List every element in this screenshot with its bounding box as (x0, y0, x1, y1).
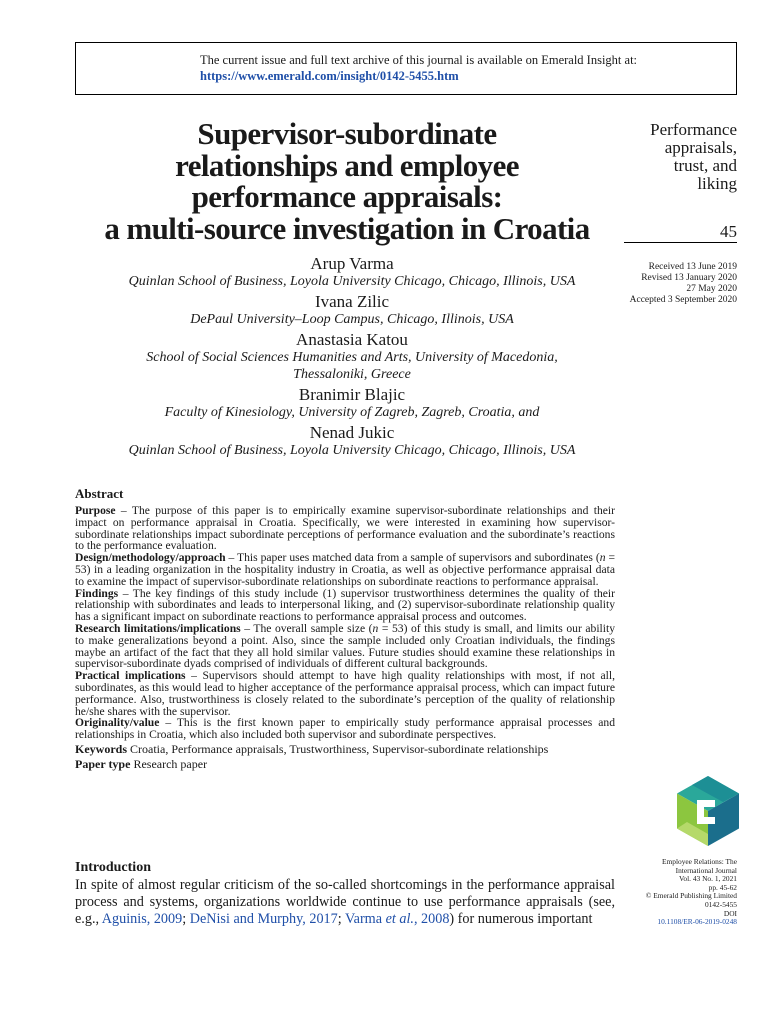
title-line: a multi-source investigation in Croatia (104, 210, 590, 246)
limitations-text-2: = 53) of this study is small, and limits our ability to make generalizations beyond a point. Also, since the sample included only Croatian individuals, the findings maybe an artifact of the fact that they all hold similar values. Future studies should examine these relationships in supervisor-subordinate dyads comprised of individuals of different cultural backgrounds. (75, 621, 616, 671)
introduction-section (75, 860, 615, 928)
emerald-logo-icon (677, 776, 739, 846)
affiliation-line: DePaul University–Loop Campus, Chicago, Illinois, USA (190, 312, 514, 327)
design-label: Design/methodology/approach (75, 551, 226, 565)
limitations-text: – The overall sample size ( (240, 621, 373, 635)
running-head-line: trust, and (673, 156, 737, 175)
article-title (70, 118, 624, 244)
findings-text: – The key findings of this study include (1) supervisor trustworthiness determines the quality of their relationship with subordinates and leads to interpersonal liking, and (2) supervisor-subordinate relationship quality has a significant impact on subordinate reactions to performance appraisal process and outcomes. (75, 586, 615, 624)
access-notice-box (75, 42, 737, 95)
author-affiliation (75, 404, 629, 421)
page-number: 45 (720, 222, 737, 241)
practical-label: Practical implications (75, 669, 186, 683)
citation-link-varma[interactable] (345, 911, 449, 927)
running-head-line: liking (697, 174, 737, 193)
title-line: Supervisor-subordinate (197, 116, 497, 151)
citation-varma-name: Varma (344, 911, 386, 927)
paper-type-label: Paper type (75, 756, 131, 771)
author-affiliation (75, 442, 629, 459)
paper-type-text: Research paper (130, 756, 208, 771)
limitations-label: Research limitations/implications (75, 621, 241, 635)
affiliation-line: Thessaloniki, Greece (293, 367, 411, 382)
doi-link[interactable]: 10.1108/ER-06-2019-0248 (657, 917, 737, 927)
journal-line: 0142-5455 (704, 899, 737, 909)
abstract-section (75, 486, 615, 771)
title-line: performance appraisals: (191, 179, 503, 214)
journal-info (646, 858, 737, 927)
journal-line: © Emerald Publishing Limited (645, 891, 737, 901)
author-list (75, 254, 629, 461)
keywords-text: Croatia, Performance appraisals, Trustworthiness, Supervisor-subordinate relationships (127, 741, 549, 756)
abstract-limitations (75, 623, 615, 670)
journal-doi (646, 910, 737, 927)
running-head-line: appraisals, (664, 138, 737, 157)
originality-text: – This is the first known paper to empirically study performance appraisal processes and relationships in Croatia, which also included both supervisor and subordinate perspectives. (75, 716, 615, 742)
abstract-originality (75, 717, 615, 741)
keywords-label: Keywords (75, 741, 127, 756)
affiliation-line: Quinlan School of Business, Loyola University Chicago, Chicago, Illinois, USA (128, 443, 576, 458)
author-name: Nenad Jukic (309, 423, 395, 442)
citation-varma-etal: et al. (385, 911, 414, 927)
citation-varma-year: , 2008 (413, 911, 450, 927)
author-name: Ivana Zilic (314, 292, 390, 311)
purpose-label: Purpose (75, 504, 116, 517)
introduction-text (75, 877, 615, 928)
author-affiliation (75, 349, 629, 383)
introduction-heading: Introduction (75, 860, 151, 875)
intro-text: In spite of almost regular criticism of the so-called shortcomings in the performance appraisal process and systems, organizations worldwide continue to use performance appraisals (see, e.g., (75, 877, 615, 927)
abstract-practical (75, 670, 615, 717)
purpose-text: – The purpose of this paper is to empirically examine supervisor-subordinate relationships and their impact on performance appraisal in Croatia. Specifically, we were interested in examining how supervisor-subordinate relationships impact subordinate perceptions of performance evaluation and the subordinate’s reactions to the performance evaluation. (75, 504, 615, 553)
design-text-2: = 53) in a leading organization in the hospitality industry in Croatia, as well as objective performance appraisal data to examine the impact of supervisor-subordinate relationships on subordinate reactions to performance appraisal. (75, 551, 616, 588)
design-n: n (599, 551, 606, 565)
journal-url-link[interactable]: https://www.emerald.com/insight/0142-5455.htm (200, 69, 459, 83)
doi-label: DOI (723, 908, 737, 918)
design-text: – This paper uses matched data from a sample of supervisors and subordinates ( (225, 551, 600, 565)
journal-line: Vol. 43 No. 1, 2021 (679, 874, 737, 884)
running-head-line: Performance (650, 120, 737, 139)
title-line: relationships and employee (175, 147, 519, 183)
abstract-heading: Abstract (75, 486, 124, 501)
access-notice-text: The current issue and full text archive of this journal is available on Emerald Insight at: (200, 53, 638, 67)
limitations-n: n (372, 621, 379, 635)
article-dates (630, 262, 737, 306)
date-accepted: Accepted 3 September 2020 (629, 295, 737, 305)
title-rule (624, 242, 737, 243)
citation-separator: ; (337, 911, 345, 927)
date-received: Received 13 June 2019 (648, 262, 737, 272)
citation-link-denisi[interactable]: DeNisi and Murphy, 2017 (189, 911, 338, 927)
date-revised: Revised 13 January 2020 (641, 273, 737, 283)
journal-line: Employee Relations: The (662, 857, 737, 866)
affiliation-line: Faculty of Kinesiology, University of Zagreb, Zagreb, Croatia, and (164, 405, 540, 420)
citation-separator: ; (182, 911, 190, 927)
author-affiliation (75, 273, 629, 290)
journal-line: pp. 45-62 (708, 882, 737, 892)
abstract-paper-type (75, 756, 615, 771)
author-name: Branimir Blajic (298, 385, 406, 404)
affiliation-line: School of Social Sciences Humanities and Arts, University of Macedonia, (146, 350, 558, 365)
practical-text: – Supervisors should attempt to have high quality relationships with most, if not all, subordinates, as this would lead to higher acceptance of the performance appraisal process, which can impact future performance. Also, trustworthiness is closely related to the subordinate’s perception of the quality of relationship he/she shares with the supervisor. (75, 669, 615, 718)
author-name: Anastasia Katou (296, 330, 408, 349)
abstract-keywords (75, 741, 615, 756)
affiliation-line: Quinlan School of Business, Loyola University Chicago, Chicago, Illinois, USA (128, 274, 576, 289)
date-revised-2: 27 May 2020 (686, 284, 737, 294)
findings-label: Findings (75, 586, 119, 600)
journal-line: International Journal (675, 865, 737, 875)
citation-link-aguinis[interactable]: Aguinis, 2009 (101, 911, 183, 927)
originality-label: Originality/value (75, 716, 160, 730)
author-name: Arup Varma (310, 254, 394, 273)
abstract-findings (75, 588, 615, 623)
author-affiliation (75, 311, 629, 328)
running-head (650, 121, 737, 193)
abstract-purpose (75, 505, 615, 552)
abstract-design (75, 552, 615, 587)
intro-text-end: ) for numerous important (449, 911, 593, 927)
